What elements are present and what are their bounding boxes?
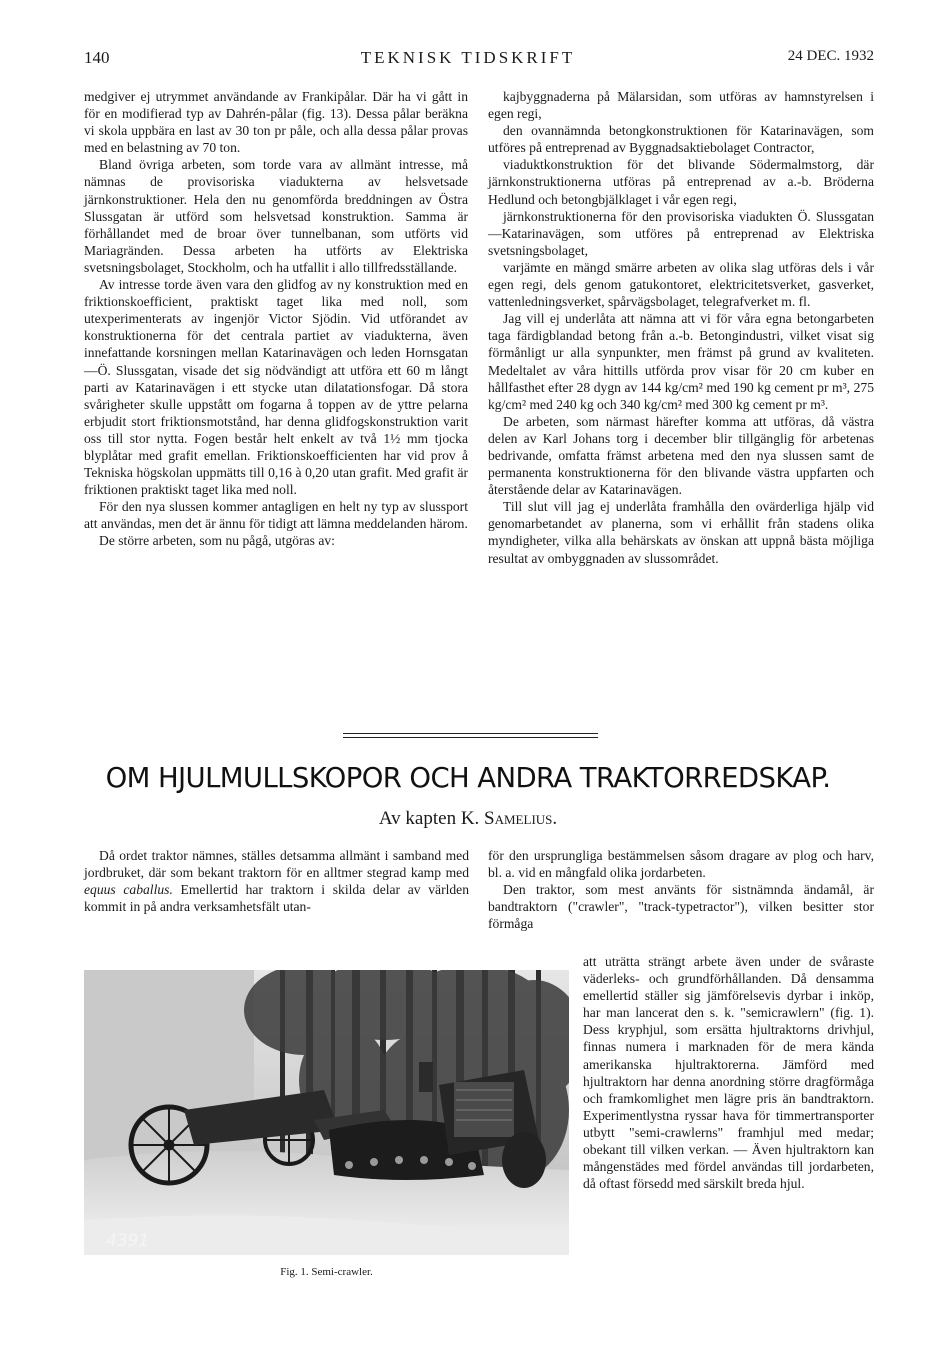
- latin-term: equus caballus.: [84, 882, 173, 898]
- photo-number: 4391: [106, 1231, 150, 1251]
- paragraph: den ovannämnda betongkonstruktionen för Katarinavägen, som utföres på entreprenad av Byggnadsaktiebolaget Contractor,: [488, 123, 874, 156]
- paragraph: viaduktkonstruktion för det blivande Södermalmstorg, där järnkonstruktionerna utföras på entreprenad av a.-b. Bröderna Hedlund och betongbjälklaget i vår egen regi,: [488, 157, 874, 207]
- journal-title: TEKNISK TIDSKRIFT: [360, 48, 576, 67]
- article-title: OM HJULMULLSKOPOR OCH ANDRA TRAKTORREDSKAP.: [105, 762, 831, 794]
- prev-article-column-2: [488, 88, 874, 567]
- paragraph: Av intresse torde även vara den glidfog av ny konstruktion med en friktionskoefficient, praktiskt taget lika med noll, som utexperimenterats av ingenjör Victor Sjödin. Vid utförandet av konstruktionerna för det centrala partiet av viadukterna, även innefattande korsningen mellan Katarinavägen och leden Hornsgatan—Ö. Slussgatan, visade det sig nödvändigt att utföra ett 60 m långt parti av Katarinavägen i ett stycke utan dilatationsfogar. Då stora svårigheter skulle uppstått om fogarna å toppen av de yttre pelarna erbjudit stort friktionsmotstånd, har denna glidfogskonstruktion varit oss till stor nytta. Fogen består helt enkelt av två 1½ mm tjocka blyplåtar med grafit emellan. Friktionskoefficienten har vid prov å Tekniska högskolan uppmätts till 0,16 à 0,20 utan grafit. Med grafit är friktionen praktiskt taget lika med noll.: [84, 277, 468, 498]
- paragraph-lead: Då ordet traktor nämnes, ställes detsamma allmänt i samband med jordbruket, där som bekant traktorn för en alltmer stegrad kamp med: [84, 848, 469, 881]
- paragraph: Jag vill ej underlåta att nämna att vi för våra egna betongarbeten taga färdigblandad betong från a.-b. Betongindustri, vilket visat sig förmånligt ur alla synpunkter, men främst på grund av kvaliteten. Medeltalet av våra hittills utförda prov visar för 20 cm kuber en hållfasthet efter 28 dygn av 144 kg/cm² med 190 kg cement pr m³, 275 kg/cm² med 240 kg och 340 kg/cm² med 300 kg cement pr m³.: [488, 311, 874, 412]
- article-column-2-top: [488, 847, 874, 932]
- paragraph: Till slut vill jag ej underlåta framhålla den ovärderliga hjälp vid genomarbetandet av planerna, som vi erhållit från stadens olika myndigheter, vilka alla behärskats av önskan att uppnå bästa möjliga resultat av ombyggnaden av slussområdet.: [488, 499, 874, 566]
- byline-prefix: Av kapten K.: [378, 808, 480, 829]
- article-column-2-wrap: [583, 953, 874, 1192]
- article-byline: [0, 808, 936, 830]
- paragraph: Bland övriga arbeten, som torde vara av allmänt intresse, må nämnas de provisoriska viadukterna av helsvetsade järnkonstruktioner. Hela den nu genomförda breddningen av Östra Slussgatan är utförd som helsvetsad konstruktion. Samma är förhållandet med de broar över tunnelbanan, som utförts vid Mariagränden. Dessa arbeten ha utförts av Elektriska svetsningsbolaget, Stockholm, och ha utfallit i allo tillfredsställande.: [84, 157, 468, 275]
- paragraph: Den traktor, som mest använts för sistnämnda ändamål, är bandtraktorn ("crawler", "track-typetractor"), vilken besitter stor förmåga: [488, 882, 874, 932]
- paragraph: De arbeten, som närmast härefter komma att utföras, då västra delen av Karl Johans torg i december blir tillgänglig för arbetenas bedrivande, omfatta främst arbetena med den nya slussen samt de permanenta konstruktionerna för den blivande västra uppfarten och återstående delar av Katarinavägen.: [488, 413, 874, 498]
- section-divider: [343, 733, 598, 734]
- author-name: Samelius.: [484, 808, 558, 829]
- paragraph: varjämte en mängd smärre arbeten av olika slag utföras dels i vår egen regi, dels genom gatukontoret, elektricitetsverket, gasverket, vattenledningsverket, spårvägsbolaget, telegrafverket m. fl.: [488, 259, 874, 310]
- article-column-1: [84, 847, 469, 915]
- page-number: 140: [84, 48, 110, 67]
- issue-date: 24 DEC. 1932: [787, 48, 874, 64]
- paragraph: De större arbeten, som nu pågå, utgöras av:: [99, 533, 335, 549]
- figure-caption: Fig. 1. Semi-crawler.: [280, 1266, 373, 1278]
- photo-illustration: [84, 970, 569, 1255]
- paragraph: för den ursprungliga bestämmelsen såsom dragare av plog och harv, bl. a. vid en mångfald olika jordarbeten.: [488, 848, 874, 881]
- article-paragraph: [84, 847, 469, 915]
- section-divider: [343, 737, 598, 738]
- prev-article-column-1: [84, 88, 468, 550]
- paragraph: medgiver ej utrymmet användande av Frankipålar. Där ha vi gått in för en modifierad typ av Dahrén-pålar (fig. 13). Dessa pålar beräkna vi skola uppbära en last av 30 ton pr påle, och alla dessa pålar provas med en belastning av 70 ton.: [84, 89, 468, 156]
- article-paragraph: att uträtta strängt arbete även under de svåraste väderleks- och grundförhållanden. Då densamma emellertid ställer sig jämförelsevis dyrbar i inköp, har man lancerat den s. k. "semicrawlern" (fig. 1). Dess kryphjul, som ersätta hjultraktorns drivhjul, finnas numera i marknaden för de mera kända amerikanska hjultraktorerna. Jämförd med hjultraktorn har denna anordning större dragförmåga och framkomlighet men lägre pris än bandtraktorn. Experimentlystna ryssar hava för timmertransporter utbytt "semi-crawlerns" framhjul med medar; obekant till vilken verkan. — Även hjultraktorn kan mångenstädes med fördel användas till jordarbeten, då oftast försedd med särskilt breda hjul.: [583, 954, 874, 1192]
- semi-crawler-photo: [84, 970, 569, 1255]
- paragraph: järnkonstruktionerna för den provisoriska viadukten Ö. Slussgatan—Katarinavägen, som utföres på entreprenad av Elektriska svetsningsbolaget,: [488, 208, 874, 258]
- paragraph: För den nya slussen kommer antagligen en helt ny typ av slussport att användas, men det är ännu för tidigt att lämna meddelanden härom.: [84, 499, 468, 532]
- paragraph: kajbyggnaderna på Mälarsidan, som utföras av hamnstyrelsen i egen regi,: [488, 89, 874, 122]
- paragraph-rest: Emellertid har traktorn i skilda delar av världen kommit in på andra verksamhetsfält utan-: [84, 882, 469, 915]
